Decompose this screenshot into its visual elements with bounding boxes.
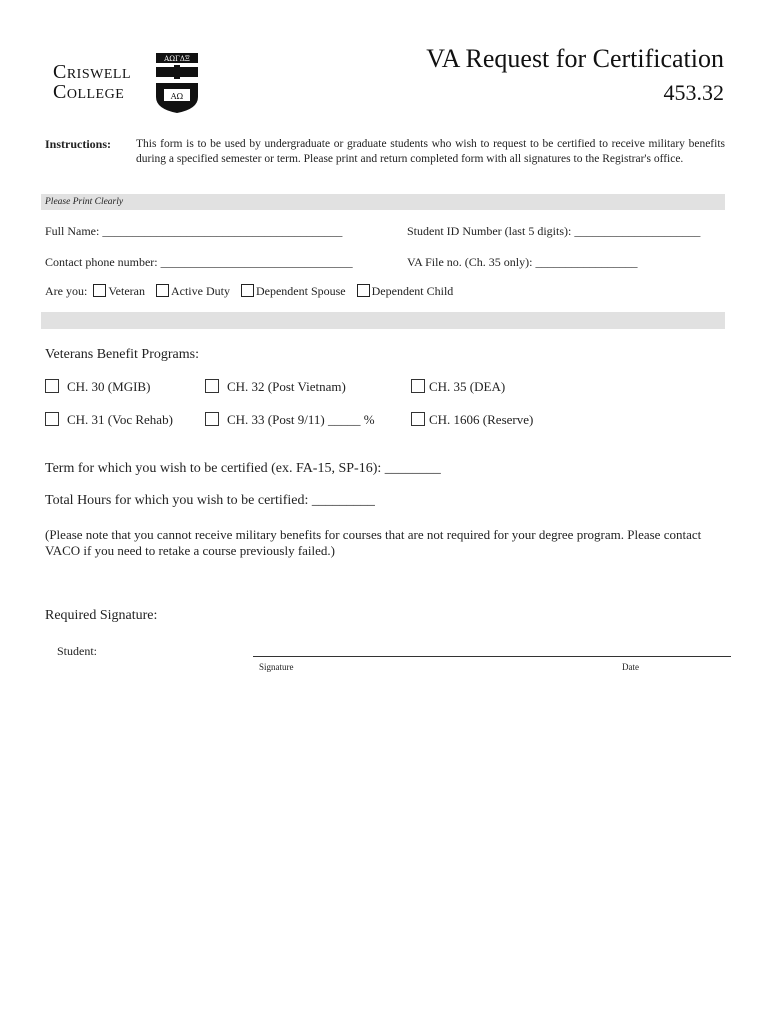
phone-field[interactable]: Contact phone number: ________________________________ — [45, 255, 353, 269]
are-you-row — [45, 284, 453, 299]
program-ch1606 — [411, 412, 533, 428]
programs-title: Veterans Benefit Programs: — [45, 347, 199, 362]
college-logo-text — [53, 62, 131, 102]
program-ch30 — [45, 379, 150, 395]
logo-line-1: Criswell — [53, 61, 131, 83]
student-id-field[interactable]: Student ID Number (last 5 digits): _____________________ — [407, 224, 701, 238]
instructions-label: Instructions: — [45, 137, 112, 151]
ch33-checkbox[interactable] — [205, 412, 219, 426]
dependent-spouse-checkbox[interactable] — [241, 284, 254, 297]
ch35-label: CH. 35 (DEA) — [429, 379, 506, 394]
dependent-child-checkbox[interactable] — [357, 284, 370, 297]
signature-title: Required Signature: — [45, 608, 158, 623]
signature-caption: Signature — [259, 662, 294, 672]
dependent-spouse-label: Dependent Spouse — [255, 284, 346, 298]
veteran-checkbox[interactable] — [93, 284, 106, 297]
instructions-text: This form is to be used by undergraduate or graduate students who wish to request to be certified to receive military benefits during a specified semester or term. Please print and return completed form with all signatures to the Registrar's office. — [136, 138, 725, 165]
full-name-field[interactable]: Full Name: ________________________________________ — [45, 224, 343, 238]
hours-field[interactable]: Total Hours for which you wish to be certified: _________ — [45, 493, 375, 508]
divider-bar — [41, 312, 725, 329]
ch1606-label: CH. 1606 (Reserve) — [429, 412, 534, 427]
svg-text:ΑΩΓΔΞ: ΑΩΓΔΞ — [164, 55, 190, 63]
program-ch35 — [411, 379, 505, 395]
ch31-checkbox[interactable] — [45, 412, 59, 426]
student-label: Student: — [57, 644, 98, 658]
ch30-label: CH. 30 (MGIB) — [67, 379, 151, 394]
ch32-checkbox[interactable] — [205, 379, 219, 393]
va-file-field[interactable]: VA File no. (Ch. 35 only): _________________ — [407, 255, 638, 269]
program-ch33 — [205, 412, 375, 428]
ch30-checkbox[interactable] — [45, 379, 59, 393]
date-caption: Date — [622, 662, 639, 672]
ch32-label: CH. 32 (Post Vietnam) — [227, 379, 346, 394]
program-ch31 — [45, 412, 173, 428]
ch1606-checkbox[interactable] — [411, 412, 425, 426]
svg-text:ΑΩ: ΑΩ — [170, 92, 184, 101]
veteran-label: Veteran — [108, 284, 145, 298]
ch35-checkbox[interactable] — [411, 379, 425, 393]
note-text: (Please note that you cannot receive military benefits for courses that are not required for your degree program. Please contact VACO if you need to retake a course previously failed.) — [45, 527, 702, 558]
section-bar-label: Please Print Clearly — [45, 197, 124, 207]
dependent-child-label: Dependent Child — [371, 284, 454, 298]
term-field[interactable]: Term for which you wish to be certified (ex. FA-15, SP-16): ________ — [45, 461, 441, 476]
form-number: 453.32 — [663, 80, 724, 105]
signature-line[interactable] — [253, 656, 731, 657]
ch31-label: CH. 31 (Voc Rehab) — [67, 412, 173, 427]
program-ch32 — [205, 379, 346, 395]
active-duty-label: Active Duty — [170, 284, 230, 298]
active-duty-checkbox[interactable] — [156, 284, 169, 297]
college-crest-icon — [156, 53, 198, 113]
are-you-label: Are you: — [45, 284, 88, 298]
page-title: VA Request for Certification — [426, 44, 724, 73]
ch33-label: CH. 33 (Post 9/11) _____ % — [227, 412, 375, 427]
section-bar — [41, 194, 725, 210]
logo-line-2: College — [53, 81, 125, 103]
